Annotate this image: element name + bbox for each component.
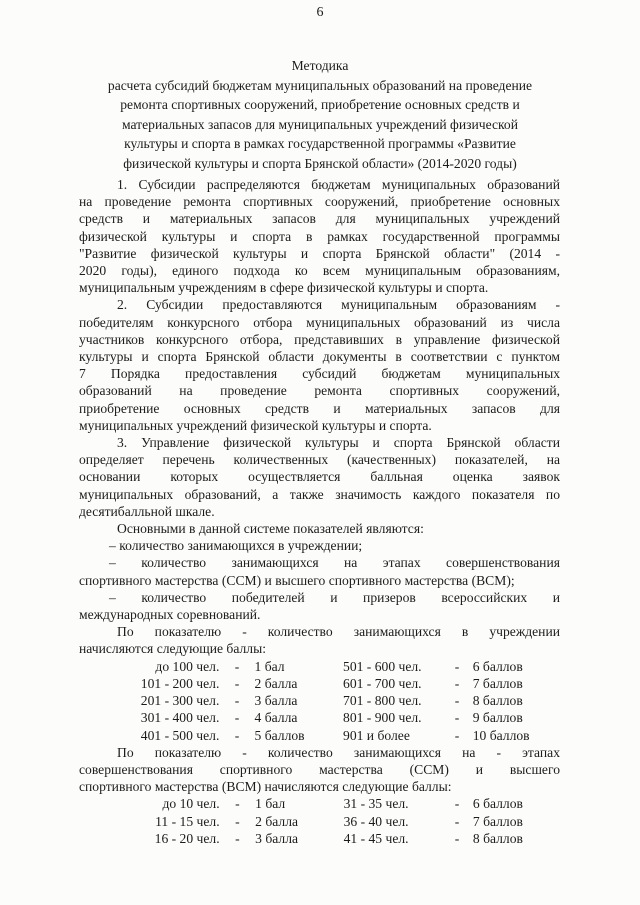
dash-cell: - xyxy=(454,830,460,846)
score-cell: 4 балла xyxy=(254,710,298,726)
score-row xyxy=(137,813,560,830)
indicator-item xyxy=(79,537,560,554)
title-line: расчета субсидий бюджетам муниципальных образований на проведение xyxy=(107,77,533,93)
paragraph-line: Основными в данной системе показателей являются: xyxy=(117,521,424,537)
score-cell: 10 баллов xyxy=(472,727,530,743)
score-row xyxy=(123,675,560,692)
score-row xyxy=(123,692,560,709)
paragraph-line: По показателю - количество занимающихся в учреждении xyxy=(117,624,560,640)
score-cell: 1 бал xyxy=(255,796,286,812)
range-cell: 701 - 800 чел. xyxy=(343,693,422,709)
indicator-item xyxy=(79,554,560,588)
paragraph-line: совершенствования спортивного мастерства (ССМ) и высшего xyxy=(79,761,560,777)
range-cell: 16 - 20 чел. xyxy=(154,830,220,846)
paragraph-line: 1. Субсидии распределяются бюджетам муниципальных образований xyxy=(117,177,560,192)
paragraph-2 xyxy=(79,296,560,434)
dash-cell: - xyxy=(234,658,240,674)
dash-cell: - xyxy=(235,830,240,846)
paragraph-line: спортивного мастерства (ВСМ) начисляются следующие баллы: xyxy=(79,779,452,795)
score-cell: 3 балла xyxy=(255,830,299,846)
title-line: ремонта спортивных сооружений, приобретение основных средств и xyxy=(120,97,520,112)
range-cell: до 10 чел. xyxy=(162,796,220,812)
score-cell: 8 баллов xyxy=(472,693,523,709)
paragraph-line: средств и материальных запасов для муниципальных учреждений xyxy=(79,211,560,227)
paragraph-line: – количество победителей и призеров всероссийских и xyxy=(109,589,560,605)
paragraph-line: образований на проведение ремонта спортивных сооружений, xyxy=(79,383,560,399)
range-cell: 11 - 15 чел. xyxy=(155,813,220,829)
score-cell: 6 баллов xyxy=(472,658,523,674)
dash-cell: - xyxy=(234,710,240,726)
dash-cell: - xyxy=(454,710,460,726)
score-cell: 5 баллов xyxy=(254,727,305,743)
paragraph-line: 7 Порядка предоставления субсидий бюджетам муниципальных xyxy=(79,366,560,382)
paragraph-line: муниципальных образований, а также значимость каждого показателя по xyxy=(79,486,560,502)
indicator-item xyxy=(79,589,560,623)
score-table-2 xyxy=(137,795,560,847)
paragraph-line: основании которых осуществляется балльная оценка заявок xyxy=(79,469,560,485)
dash-cell: - xyxy=(235,796,240,812)
paragraph-line: "Развитие физической культуры и спорта Брянской области" (2014 - xyxy=(79,245,560,261)
score-cell: 3 балла xyxy=(254,693,298,709)
score-cell: 8 баллов xyxy=(472,830,523,846)
range-cell: 401 - 500 чел. xyxy=(140,727,220,743)
paragraph-line: По показателю - количество занимающихся на - этапах xyxy=(117,744,560,760)
paragraph-line: международных соревнований. xyxy=(79,607,261,623)
paragraph-line: приобретение основных средств и материальных запасов для xyxy=(79,400,560,416)
range-cell: 36 - 40 чел. xyxy=(343,813,409,829)
dash-cell: - xyxy=(234,727,240,743)
range-cell: 901 и более xyxy=(343,727,410,743)
paragraph-line: – количество занимающихся на этапах совершенствования xyxy=(109,555,560,571)
indicators-intro xyxy=(79,520,560,537)
dash-cell: - xyxy=(234,693,240,709)
range-cell: 201 - 300 чел. xyxy=(140,693,220,709)
title-line: физической культуры и спорта Брянской области» (2014-2020 годы) xyxy=(123,155,517,171)
paragraph-line: спортивного мастерства (ССМ) и высшего спортивного мастерства (ВСМ); xyxy=(79,572,515,588)
range-cell: 301 - 400 чел. xyxy=(140,710,220,726)
section-1-intro xyxy=(79,623,560,657)
paragraph-1 xyxy=(79,176,560,296)
dash-cell: - xyxy=(454,796,460,812)
paragraph-line: определяет перечень количественных (качественных) показателей, на xyxy=(79,452,560,468)
title-line: культуры и спорта в рамках государственной программы «Развитие xyxy=(124,136,516,151)
score-row xyxy=(123,727,560,744)
range-cell: 501 - 600 чел. xyxy=(343,658,422,674)
paragraph-line: десятибалльной шкале. xyxy=(79,503,215,519)
paragraph-line: муниципальных учреждений физической культуры и спорта. xyxy=(79,417,432,433)
document-body xyxy=(79,176,560,847)
score-row xyxy=(137,795,560,812)
score-cell: 2 балла xyxy=(255,813,299,829)
dash-cell: - xyxy=(454,813,460,829)
range-cell: 101 - 200 чел. xyxy=(140,675,220,691)
score-cell: 7 баллов xyxy=(472,675,523,691)
score-cell: 7 баллов xyxy=(472,813,523,829)
paragraph-line: культуры и спорта Брянской области документы в соответствии с пунктом xyxy=(79,349,560,365)
range-cell: 801 - 900 чел. xyxy=(343,710,422,726)
paragraph-line: физической культуры и спорта в рамках государственной программы xyxy=(79,228,560,244)
range-cell: 31 - 35 чел. xyxy=(343,796,409,812)
paragraph-line: 2. Субсидии предоставляются муниципальным образованиям - xyxy=(117,297,560,313)
score-cell: 9 баллов xyxy=(472,710,523,726)
title-line: материальных запасов для муниципальных учреждений физической xyxy=(121,116,518,132)
dash-cell: - xyxy=(234,675,240,691)
range-cell: 41 - 45 чел. xyxy=(343,830,409,846)
paragraph-line: 2020 годы), единого подхода ко всем муниципальным образованиям, xyxy=(79,263,560,279)
paragraph-line: на проведение ремонта спортивных сооружений, приобретение основных xyxy=(79,194,560,210)
score-table-1 xyxy=(123,658,560,744)
score-cell: 1 бал xyxy=(254,658,285,674)
section-2-intro xyxy=(79,744,560,796)
dash-cell: - xyxy=(454,693,460,709)
score-row xyxy=(123,709,560,726)
score-row xyxy=(137,830,560,847)
range-cell: 601 - 700 чел. xyxy=(343,675,422,691)
paragraph-line: начисляются следующие баллы: xyxy=(79,641,266,657)
paragraph-line: – количество занимающихся в учреждении; xyxy=(109,538,363,554)
score-cell: 2 балла xyxy=(254,675,298,691)
score-cell: 6 баллов xyxy=(472,796,523,812)
paragraph-line: участников конкурсного отбора, представивших в управление физической xyxy=(79,331,560,347)
score-row xyxy=(123,658,560,675)
dash-cell: - xyxy=(235,813,240,829)
dash-cell: - xyxy=(454,727,460,743)
page-number: 6 xyxy=(316,5,324,20)
document-title xyxy=(70,56,570,173)
paragraph-line: муниципальным учреждениям в сфере физической культуры и спорта. xyxy=(79,280,489,296)
paragraph-line: победителям конкурсного отбора муниципальных образований из числа xyxy=(79,314,560,330)
dash-cell: - xyxy=(454,675,460,691)
range-cell: до 100 чел. xyxy=(155,658,220,674)
paragraph-3 xyxy=(79,434,560,520)
dash-cell: - xyxy=(454,658,460,674)
title-heading: Методика xyxy=(291,58,349,73)
paragraph-line: 3. Управление физической культуры и спорта Брянской области xyxy=(117,435,560,451)
